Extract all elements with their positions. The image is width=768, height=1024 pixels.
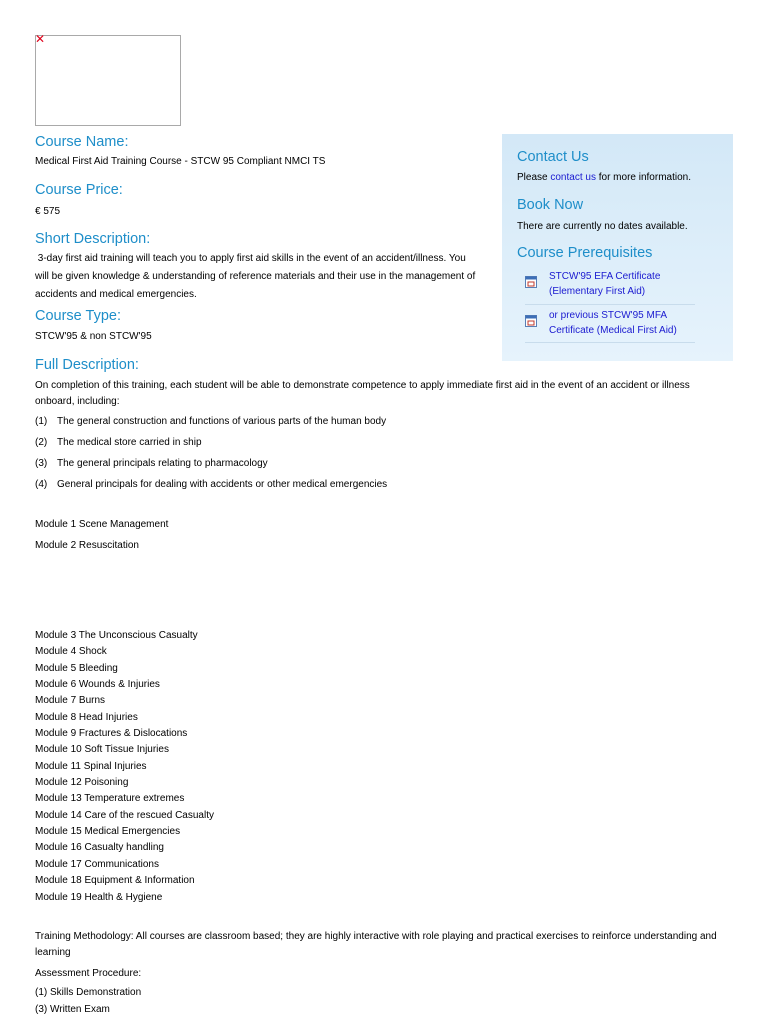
- module-item: Module 15 Medical Emergencies: [35, 826, 181, 838]
- course-price: € 575: [35, 206, 61, 217]
- short-description: 3-day first aid training will teach you to apply first aid skills in the event of an accident/illness. You will be given knowledge & understanding of reference materials and their use in the management of accidents and medical emergencies.: [35, 253, 479, 300]
- assessment-item: (1) Skills Demonstration: [35, 987, 142, 998]
- module-item: Module 8 Head Injuries: [35, 711, 138, 723]
- book-now-text: There are currently no dates available.: [517, 221, 688, 232]
- contact-text: Please contact us for more information.: [517, 172, 691, 183]
- pdf-icon: [525, 276, 537, 288]
- point-item: (3) The general principals relating to pharmacology: [35, 458, 268, 469]
- book-now-heading: Book Now: [517, 197, 584, 213]
- course-name-heading: Course Name:: [35, 134, 129, 150]
- prerequisite-link-mfa[interactable]: [525, 308, 695, 343]
- sidebar-panel: [502, 134, 733, 361]
- course-image-placeholder: [35, 32, 181, 126]
- broken-image-icon: ✕: [35, 32, 46, 46]
- module-item: Module 12 Poisoning: [35, 777, 129, 789]
- module-item: Module 6 Wounds & Injuries: [35, 679, 160, 691]
- pdf-icon: [525, 315, 537, 327]
- contact-us-heading: Contact Us: [517, 149, 589, 165]
- contact-us-link[interactable]: contact us: [550, 172, 596, 183]
- prerequisite-label: STCW'95 EFA Certificate (Elementary First Aid): [549, 271, 661, 297]
- assessment-heading: Assessment Procedure:: [35, 968, 142, 979]
- module-item: Module 2 Resuscitation: [35, 540, 139, 551]
- short-description-heading: Short Description:: [35, 231, 151, 247]
- module-item: Module 13 Temperature extremes: [35, 793, 185, 805]
- course-name: Medical First Aid Training Course - STCW 95 Compliant NMCI TS: [35, 156, 326, 167]
- point-item: (1) The general construction and functions of various parts of the human body: [35, 416, 387, 427]
- module-item: Module 17 Communications: [35, 858, 159, 870]
- training-methodology: Training Methodology: All courses are classroom based; they are highly interactive with role playing and practical exercises to reinforce understanding and learning: [35, 931, 717, 958]
- course-prerequisites-heading: Course Prerequisites: [517, 245, 653, 261]
- module-item: Module 5 Bleeding: [35, 662, 118, 674]
- point-item: (4) General principals for dealing with accidents or other medical emergencies: [35, 479, 388, 490]
- full-description-intro: On completion of this training, each student will be able to demonstrate competence to apply immediate first aid in the event of an accident or illness onboard, including:: [35, 380, 690, 407]
- module-item: Module 16 Casualty handling: [35, 842, 164, 854]
- point-item: (2) The medical store carried in ship: [35, 437, 202, 448]
- prerequisite-link-efa[interactable]: [525, 269, 695, 305]
- module-item: Module 10 Soft Tissue Injuries: [35, 744, 169, 756]
- prerequisite-label: or previous STCW'95 MFA Certificate (Medical First Aid): [549, 310, 677, 336]
- module-item: Module 9 Fractures & Dislocations: [35, 728, 188, 740]
- module-item: Module 4 Shock: [35, 646, 107, 658]
- module-item: Module 18 Equipment & Information: [35, 875, 195, 887]
- module-item: Module 14 Care of the rescued Casualty: [35, 809, 214, 821]
- module-list: [35, 628, 214, 906]
- course-type: STCW'95 & non STCW'95: [35, 331, 152, 342]
- full-description-heading: Full Description:: [35, 357, 139, 373]
- module-item: Module 3 The Unconscious Casualty: [35, 630, 198, 641]
- module-item: Module 19 Health & Hygiene: [35, 891, 163, 903]
- module-item: Module 1 Scene Management: [35, 519, 169, 530]
- module-item: Module 7 Burns: [35, 695, 106, 707]
- course-price-heading: Course Price:: [35, 182, 123, 198]
- assessment-item: (3) Written Exam: [35, 1004, 110, 1015]
- course-type-heading: Course Type:: [35, 308, 121, 324]
- module-item: Module 11 Spinal Injuries: [35, 760, 147, 772]
